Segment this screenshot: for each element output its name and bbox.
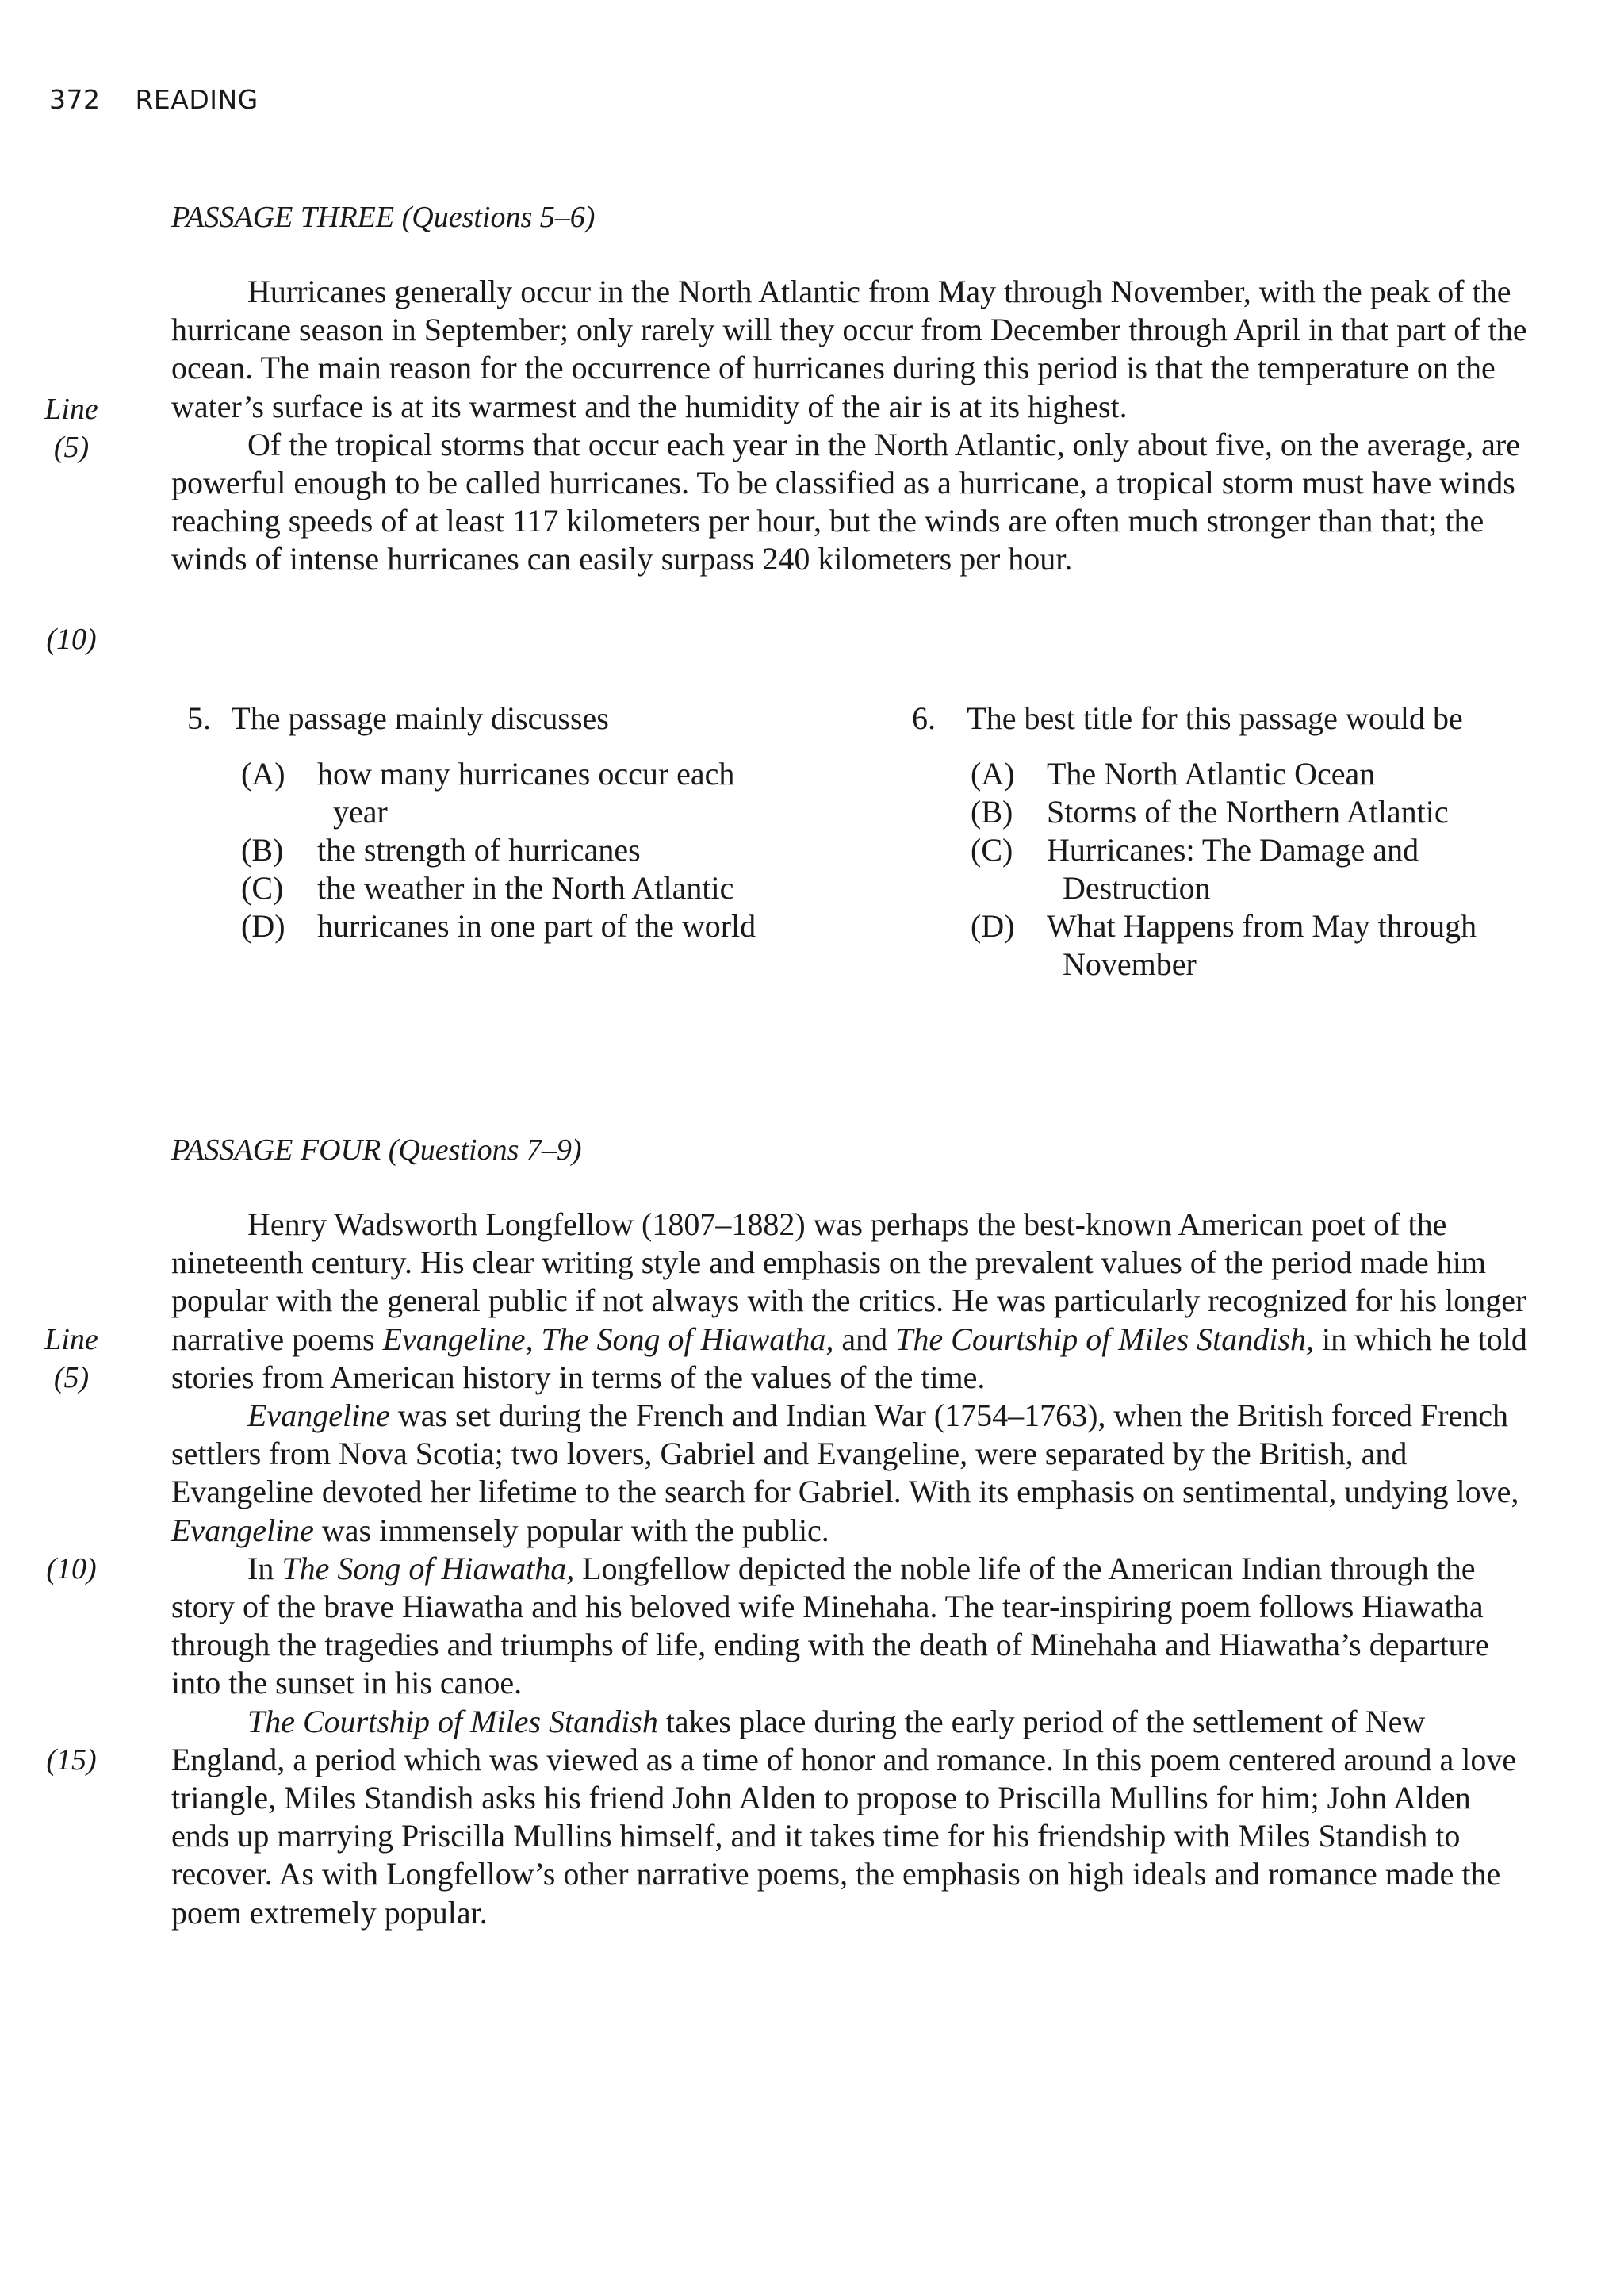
- question-5: [187, 700, 837, 945]
- option-text: The North Atlantic Ocean: [1047, 756, 1376, 792]
- option-letter: (B): [971, 794, 1013, 830]
- option-letter: (A): [241, 756, 285, 792]
- option-text-continued: November: [1063, 946, 1197, 982]
- answer-option-a[interactable]: [971, 755, 1610, 793]
- option-text: the strength of hurricanes: [317, 832, 641, 868]
- line-marker: (5): [53, 431, 90, 464]
- question-stem: [912, 700, 1610, 738]
- poem-title: Evangeline: [247, 1398, 390, 1434]
- passage-three-text: [171, 273, 1535, 579]
- question-text: The best title for this passage would be: [967, 700, 1463, 736]
- option-text: What Happens from May through: [1047, 908, 1477, 944]
- section-title: READING: [135, 84, 259, 115]
- passage-three-heading: PASSAGE THREE (Questions 5–6): [171, 201, 596, 234]
- passage-four-heading: PASSAGE FOUR (Questions 7–9): [171, 1133, 582, 1167]
- poem-title: The Song of Hiawatha,: [282, 1550, 575, 1586]
- answer-options: [187, 755, 837, 945]
- answer-option-a[interactable]: [241, 755, 837, 831]
- option-text: Storms of the Northern Atlantic: [1047, 794, 1449, 830]
- poem-title: The Courtship of Miles Standish,: [895, 1321, 1314, 1357]
- question-number: 6.: [912, 700, 936, 736]
- passage-four-text: [171, 1206, 1535, 1932]
- line-marker: (10): [46, 1552, 97, 1585]
- option-text: how many hurricanes occur each: [317, 756, 735, 792]
- paragraph: [171, 1703, 1535, 1932]
- option-text: Hurricanes: The Damage and: [1047, 832, 1419, 868]
- answer-option-c[interactable]: [241, 869, 837, 907]
- answer-option-b[interactable]: [241, 831, 837, 869]
- question-number: 5.: [187, 700, 211, 736]
- line-marker: Line: [44, 1323, 98, 1356]
- option-text: hurricanes in one part of the world: [317, 908, 756, 944]
- option-letter: (C): [971, 832, 1013, 868]
- text-run: in which he told stories from American history in terms of the values of the time.: [171, 1321, 1527, 1395]
- answer-option-c[interactable]: [971, 831, 1610, 907]
- text-run: Henry Wadsworth Longfellow (1807–1882) was perhaps the best-known American poet of the nineteenth century. His clear writing style and emphasis on the prevalent values of the period made him popular with the general public if not always with the critics. He was particularly recognized for his longer narrative poems: [171, 1206, 1526, 1357]
- page-number: 372: [49, 84, 101, 115]
- running-head: [49, 84, 259, 115]
- line-marker: (5): [53, 1361, 90, 1394]
- question-6: [912, 700, 1610, 983]
- text-run: was immensely popular with the public.: [313, 1512, 829, 1548]
- poem-title: Evangeline: [171, 1512, 314, 1548]
- question-stem: [187, 700, 837, 738]
- text-run: was set during the French and Indian War (1754–1763), when the British forced French settlers from Nova Scotia; two lovers, Gabriel and Evangeline, were separated by the British, and Evangeline devoted her lifetime to the search for Gabriel. With its emphasis on sentimental, undying love,: [171, 1398, 1519, 1510]
- poem-title: Evangeline, The Song of Hiawatha,: [382, 1321, 834, 1357]
- paragraph: [171, 1206, 1535, 1397]
- option-text-continued: Destruction: [1063, 870, 1211, 906]
- paragraph: Of the tropical storms that occur each year in the North Atlantic, only about five, on the average, are powerful enough to be called hurricanes. To be classified as a hurricane, a tropical storm must have winds reaching speeds of at least 117 kilometers per hour, but the winds are often much stronger than that; the winds of intense hurricanes can easily surpass 240 kilometers per hour.: [171, 426, 1520, 577]
- answer-option-d[interactable]: [241, 907, 837, 945]
- line-marker: (15): [46, 1743, 97, 1777]
- text-run: In: [247, 1550, 282, 1586]
- option-text: the weather in the North Atlantic: [317, 870, 734, 906]
- answer-option-d[interactable]: [971, 907, 1610, 983]
- option-letter: (A): [971, 756, 1015, 792]
- answer-option-b[interactable]: [971, 793, 1610, 831]
- paragraph: [171, 1397, 1535, 1550]
- line-marker: (10): [46, 623, 97, 656]
- text-run: takes place during the early period of the settlement of New England, a period which was viewed as a time of honor and romance. In this poem centered around a love triangle, Miles Standish asks his friend John Alden to propose to Priscilla Mullins for him; John Alden ends up marrying Priscilla Mullins himself, and it takes time for his friendship with Miles Standish to recover. As with Longfellow’s other narrative poems, the emphasis on high ideals and romance made the poem extremely popular.: [171, 1703, 1517, 1931]
- poem-title: The Courtship of Miles Standish: [247, 1703, 658, 1739]
- line-marker: Line: [44, 393, 98, 426]
- question-text: The passage mainly discusses: [231, 700, 609, 736]
- answer-options: [912, 755, 1610, 983]
- paragraph: Hurricanes generally occur in the North Atlantic from May through November, with the peak of the hurricane season in September; only rarely will they occur from December through April in that part of the ocean. The main reason for the occurrence of hurricanes during this period is that the temperature on the water’s surface is at its warmest and the humidity of the air is at its highest.: [171, 274, 1527, 424]
- option-text-continued: year: [333, 794, 388, 830]
- option-letter: (C): [241, 870, 284, 906]
- option-letter: (D): [241, 908, 285, 944]
- option-letter: (D): [971, 908, 1015, 944]
- text-run: and: [833, 1321, 896, 1357]
- text-run: Longfellow depicted the noble life of the American Indian through the story of the brave Hiawatha and his beloved wife Minehaha. The tear-inspiring poem follows Hiawatha through the tragedies and triumphs of life, ending with the death of Minehaha and Hiawatha’s departure into the sunset in his canoe.: [171, 1550, 1489, 1701]
- paragraph: [171, 1550, 1535, 1703]
- option-letter: (B): [241, 832, 284, 868]
